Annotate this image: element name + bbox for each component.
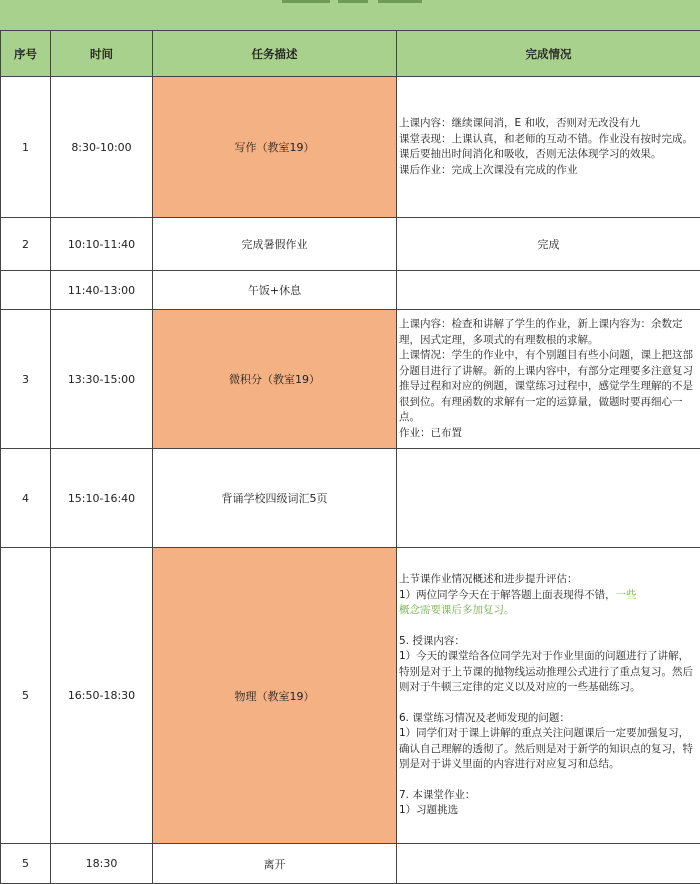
- note-text: 1）两位同学今天在于解答题上面表现得不错，: [399, 588, 616, 601]
- note-line: 作业：已布置: [399, 426, 462, 439]
- row-time: 13:30-15:00: [51, 310, 153, 449]
- header-task: 任务描述: [153, 31, 397, 77]
- note-spacer: [399, 619, 696, 634]
- row-seq: 1: [1, 77, 51, 218]
- row-notes: [397, 77, 700, 218]
- row-time: 11:40-13:00: [51, 271, 153, 310]
- row-seq: 5: [1, 844, 51, 884]
- note-line: 5. 授课内容：: [399, 634, 465, 647]
- note-line: 上课内容：继续课间消，E 和收，否则对无改没有九: [399, 117, 640, 129]
- note-line: 上课内容：检查和讲解了学生的作业，新上课内容为：余数定理，因式定理，多项式的有理数根的求解。: [399, 318, 683, 346]
- row-seq: 2: [1, 218, 51, 271]
- row-seq: 3: [1, 310, 51, 449]
- row-time: 8:30-10:00: [51, 77, 153, 218]
- table-row: [1, 77, 700, 218]
- row-status: 完成: [397, 218, 700, 271]
- row-task: 离开: [153, 844, 397, 884]
- row-task: 微积分（教室19）: [153, 310, 397, 449]
- note-line: 课后要抽出时间消化和吸收，否则无法体现学习的效果。: [399, 148, 662, 160]
- note-line: 课后作业：完成上次课没有完成的作业: [399, 163, 578, 176]
- banner-mark: [282, 0, 330, 3]
- row-time: 10:10-11:40: [51, 218, 153, 271]
- table-row: [1, 449, 700, 548]
- note-spacer: [399, 696, 696, 711]
- note-line: [399, 588, 696, 604]
- schedule-table: [0, 30, 700, 884]
- row-task: 完成暑假作业: [153, 218, 397, 271]
- row-time: 16:50-18:30: [51, 548, 153, 844]
- top-banner: [0, 0, 700, 31]
- header-status: 完成情况: [397, 31, 700, 77]
- row-notes: [397, 844, 700, 884]
- note-line: 上课情况：学生的作业中，有个别题目有些小问题，课上把这部分题目进行了讲解。新的上课内容中，有部分定理要多注意复习推导过程和对应的例题，课堂练习过程中，感觉学生理解的不是很到位。有理函数的求解有一定的运算量，做题时要再细心一点。: [399, 349, 693, 423]
- row-task: 背诵学校四级词汇5页: [153, 449, 397, 548]
- note-line: 1）习题挑选: [399, 804, 459, 817]
- banner-mark: [338, 0, 368, 3]
- note-line: 上节课作业情况概述和进步提升评估：: [399, 573, 578, 586]
- row-time: 15:10-16:40: [51, 449, 153, 548]
- row-notes: [397, 548, 700, 844]
- row-task: 午饭+休息: [153, 271, 397, 310]
- header-time: 时间: [51, 31, 153, 77]
- note-line: 课堂表现：上课认真，和老师的互动不错。作业没有按时完成。: [399, 132, 693, 145]
- note-line: 1）同学们对于课上讲解的重点关注问题课后一定要加强复习，确认自己理解的透彻了。然后则是对于新学的知识点的复习，特别是对于讲义里面的内容进行对应复习和总结。: [399, 727, 693, 771]
- row-task: 物理（教室19）: [153, 548, 397, 844]
- row-notes: [397, 310, 700, 449]
- table-row: [1, 271, 700, 310]
- note-line: 7. 本课堂作业：: [399, 788, 476, 801]
- row-notes: [397, 449, 700, 548]
- header-seq: 序号: [1, 31, 51, 77]
- table-row: [1, 218, 700, 271]
- row-seq: [1, 271, 51, 310]
- row-seq: 5: [1, 548, 51, 844]
- row-time: 18:30: [51, 844, 153, 884]
- row-notes: [397, 271, 700, 310]
- table-row: [1, 310, 700, 449]
- table-row: [1, 548, 700, 844]
- row-seq: 4: [1, 449, 51, 548]
- note-line: 6. 课堂练习情况及老师发现的问题：: [399, 711, 570, 724]
- table-header-row: [1, 31, 700, 77]
- banner-mark: [378, 0, 422, 3]
- note-line: 概念需要课后多加复习。: [399, 604, 515, 617]
- row-task: 写作（教室19）: [153, 77, 397, 218]
- note-spacer: [399, 773, 696, 788]
- table-row: [1, 844, 700, 884]
- note-line: 1）今天的课堂给各位同学先对于作业里面的问题进行了讲解，特别是对于上节课的抛物线运动推理公式进行了重点复习。然后则对于牛顿三定律的定义以及对应的一些基础练习。: [399, 650, 693, 694]
- green-fragment: 一些: [615, 588, 637, 601]
